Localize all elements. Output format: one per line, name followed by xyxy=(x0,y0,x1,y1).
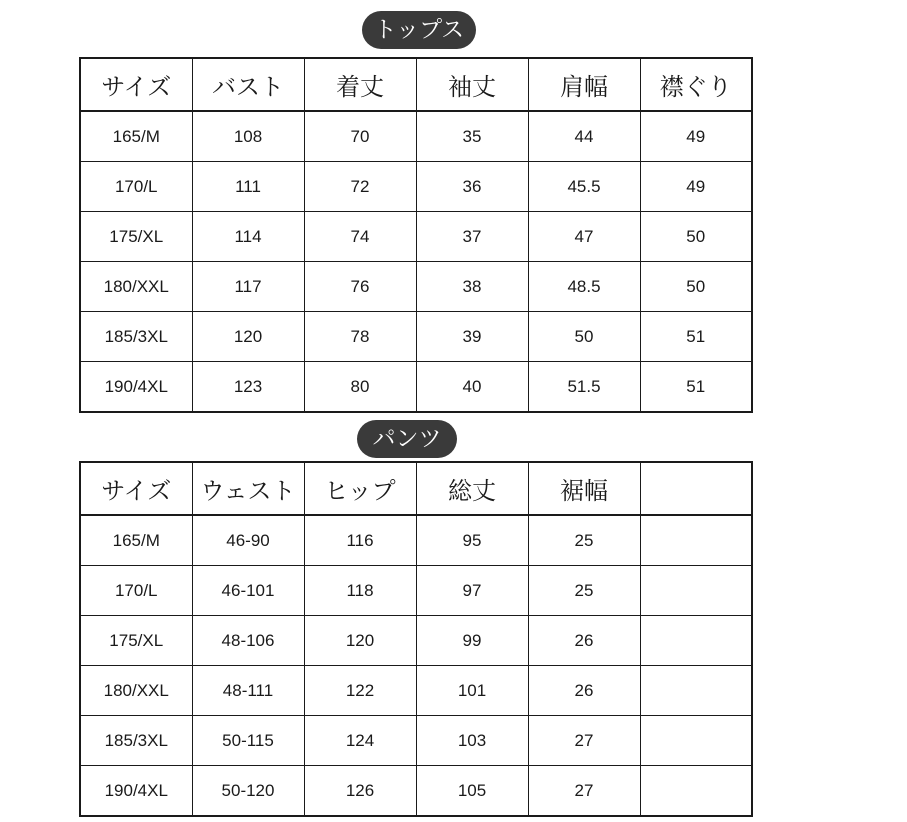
table-cell: 76 xyxy=(304,262,416,312)
table-row xyxy=(80,515,752,566)
table-cell: 124 xyxy=(304,716,416,766)
table-cell: 45.5 xyxy=(528,162,640,212)
table-cell: 123 xyxy=(192,362,304,413)
table-cell: 170/L xyxy=(80,162,192,212)
pants-header-size: サイズ xyxy=(80,462,192,515)
table-cell: 49 xyxy=(640,162,752,212)
table-cell: 27 xyxy=(528,716,640,766)
table-cell: 120 xyxy=(304,616,416,666)
table-row xyxy=(80,262,752,312)
pants-header-hip: ヒップ xyxy=(304,462,416,515)
table-cell: 175/XL xyxy=(80,616,192,666)
pants-header-total-length: 総丈 xyxy=(416,462,528,515)
table-row xyxy=(80,212,752,262)
table-cell: 70 xyxy=(304,111,416,162)
tops-header-sleeve: 袖丈 xyxy=(416,58,528,111)
table-cell: 114 xyxy=(192,212,304,262)
table-cell: 97 xyxy=(416,566,528,616)
table-cell: 50 xyxy=(640,212,752,262)
tops-header-bust: バスト xyxy=(192,58,304,111)
table-cell xyxy=(640,716,752,766)
table-cell: 126 xyxy=(304,766,416,817)
table-cell: 170/L xyxy=(80,566,192,616)
table-cell: 50 xyxy=(528,312,640,362)
table-cell: 180/XXL xyxy=(80,666,192,716)
tops-header-size: サイズ xyxy=(80,58,192,111)
table-cell xyxy=(640,666,752,716)
table-cell xyxy=(640,766,752,817)
tops-section-title: トップス xyxy=(362,11,476,49)
table-cell: 180/XXL xyxy=(80,262,192,312)
table-row xyxy=(80,666,752,716)
pants-header-hem-width: 裾幅 xyxy=(528,462,640,515)
table-row xyxy=(80,312,752,362)
table-cell: 74 xyxy=(304,212,416,262)
table-cell: 50 xyxy=(640,262,752,312)
tops-header-shoulder: 肩幅 xyxy=(528,58,640,111)
pants-header-row xyxy=(80,462,752,515)
table-row xyxy=(80,616,752,666)
table-cell: 111 xyxy=(192,162,304,212)
table-cell: 48-111 xyxy=(192,666,304,716)
table-cell: 38 xyxy=(416,262,528,312)
table-row xyxy=(80,766,752,817)
tops-size-table xyxy=(79,57,753,413)
table-cell: 51 xyxy=(640,312,752,362)
table-cell: 120 xyxy=(192,312,304,362)
table-cell: 78 xyxy=(304,312,416,362)
table-cell: 190/4XL xyxy=(80,766,192,817)
pants-section-title: パンツ xyxy=(357,420,457,458)
table-cell: 103 xyxy=(416,716,528,766)
table-cell xyxy=(640,515,752,566)
table-cell: 122 xyxy=(304,666,416,716)
table-cell: 35 xyxy=(416,111,528,162)
table-cell: 190/4XL xyxy=(80,362,192,413)
table-cell: 101 xyxy=(416,666,528,716)
pants-size-table xyxy=(79,461,753,817)
table-cell: 48.5 xyxy=(528,262,640,312)
table-cell: 49 xyxy=(640,111,752,162)
table-cell: 26 xyxy=(528,666,640,716)
tops-header-row xyxy=(80,58,752,111)
tops-header-length: 着丈 xyxy=(304,58,416,111)
table-row xyxy=(80,716,752,766)
table-cell: 175/XL xyxy=(80,212,192,262)
table-cell: 80 xyxy=(304,362,416,413)
table-cell xyxy=(640,566,752,616)
table-cell: 185/3XL xyxy=(80,312,192,362)
pants-header-empty xyxy=(640,462,752,515)
table-cell: 39 xyxy=(416,312,528,362)
table-row xyxy=(80,362,752,413)
table-cell: 108 xyxy=(192,111,304,162)
table-cell: 117 xyxy=(192,262,304,312)
table-cell: 27 xyxy=(528,766,640,817)
table-cell: 25 xyxy=(528,515,640,566)
table-cell: 99 xyxy=(416,616,528,666)
table-cell: 51.5 xyxy=(528,362,640,413)
table-cell: 46-90 xyxy=(192,515,304,566)
table-cell: 165/M xyxy=(80,111,192,162)
table-cell: 51 xyxy=(640,362,752,413)
table-cell: 26 xyxy=(528,616,640,666)
tops-header-neck: 襟ぐり xyxy=(640,58,752,111)
table-row xyxy=(80,162,752,212)
table-cell: 185/3XL xyxy=(80,716,192,766)
table-cell: 72 xyxy=(304,162,416,212)
table-cell: 44 xyxy=(528,111,640,162)
table-cell: 50-120 xyxy=(192,766,304,817)
table-row xyxy=(80,566,752,616)
table-cell: 40 xyxy=(416,362,528,413)
pants-header-waist: ウェスト xyxy=(192,462,304,515)
table-cell xyxy=(640,616,752,666)
table-cell: 37 xyxy=(416,212,528,262)
table-cell: 116 xyxy=(304,515,416,566)
table-row xyxy=(80,111,752,162)
table-cell: 25 xyxy=(528,566,640,616)
table-cell: 47 xyxy=(528,212,640,262)
table-cell: 46-101 xyxy=(192,566,304,616)
table-cell: 165/M xyxy=(80,515,192,566)
table-cell: 48-106 xyxy=(192,616,304,666)
table-cell: 95 xyxy=(416,515,528,566)
table-cell: 36 xyxy=(416,162,528,212)
table-cell: 118 xyxy=(304,566,416,616)
table-cell: 105 xyxy=(416,766,528,817)
table-cell: 50-115 xyxy=(192,716,304,766)
